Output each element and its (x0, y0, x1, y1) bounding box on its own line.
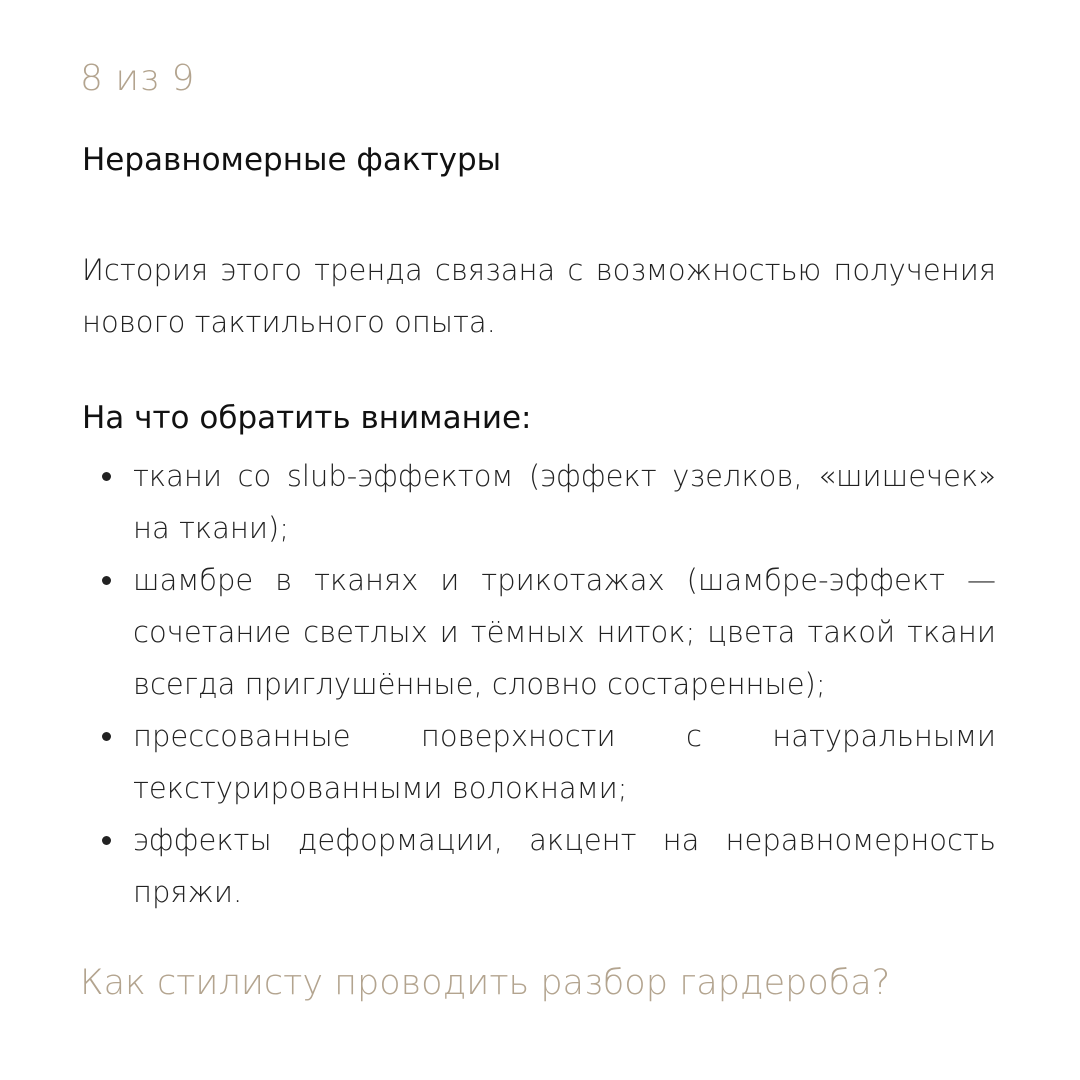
bullet-text: прессованные поверхности с натуральными текстурированными волокнами; (133, 719, 996, 805)
bullet-item (82, 814, 996, 918)
bullet-item (82, 710, 996, 814)
bullet-item (82, 450, 996, 554)
bullet-dot-icon (102, 732, 111, 741)
bullet-dot-icon (102, 836, 111, 845)
bullet-text: эффекты деформации, акцент на неравномерность пряжи. (133, 823, 996, 909)
bullet-dot-icon (102, 472, 111, 481)
bullet-list (82, 450, 996, 918)
next-topic-link[interactable]: Как стилисту проводить разбор гардероба? (80, 963, 891, 1003)
bullet-item (82, 554, 996, 710)
page-counter: 8 из 9 (80, 58, 195, 99)
attention-subheading: На что обратить внимание: (82, 400, 532, 436)
bullet-text: шамбре в тканях и трикотажах (шамбре-эффект — сочетание светлых и тёмных ниток; цвета такой ткани всегда приглушённые, словно состаренные); (133, 563, 996, 701)
bullet-dot-icon (102, 576, 111, 585)
bullet-text: ткани со slub-эффектом (эффект узелков, «шишечек» на ткани); (133, 459, 996, 545)
intro-paragraph: История этого тренда связана с возможностью получения нового тактильного опыта. (82, 253, 996, 339)
section-heading: Неравномерные фактуры (82, 142, 502, 178)
